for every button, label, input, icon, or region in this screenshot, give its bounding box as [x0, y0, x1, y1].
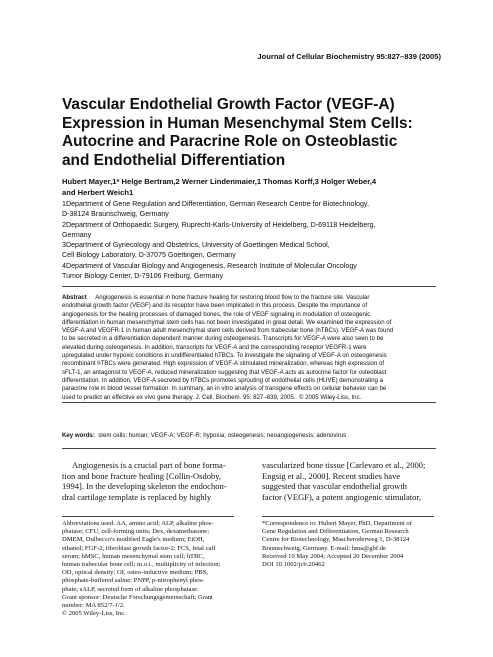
- abstract-label: Abstract: [62, 294, 87, 301]
- footnote-line: phatase; CFU, cell-forming units; Dex, dexamethasone;: [62, 528, 210, 536]
- footnote-rule-left: [62, 516, 234, 517]
- body-line: tion and bone fracture healing [Collin-Osdoby,: [62, 470, 222, 481]
- abstract-line: elevated during osteogenesis. In addition, transcripts for VEGF-A and the corresponding receptor VEGFR-1 were: [62, 343, 367, 351]
- affiliation-line: 3Department of Gynecology and Obstetrics, University of Goettingen Medical School,: [62, 241, 330, 250]
- footnote-line: Gene Regulation and Differentiation, German Research: [262, 528, 409, 536]
- abstract-line: angiogenesis for the healing processes of damaged bones, the role of VEGF signaling in modulation of osteogenic: [62, 310, 371, 318]
- affiliation-line: Tumor Biology Center, D-79106 Freiburg, Germany: [62, 272, 223, 281]
- abstract-text: Angiogenesis is essential in bone fracture healing for restoring blood flow to the fracture site. Vascular: [95, 294, 370, 301]
- affiliation-line: D-38124 Braunschweig, Germany: [62, 210, 169, 219]
- keywords-label: Key words:: [62, 432, 95, 439]
- footnote-line: *Correspondence to: Hubert Mayer, PhD, Department of: [262, 520, 412, 527]
- author-list: [62, 177, 442, 198]
- abstract-line: paracrine role in blood vessel formation. In summary, an in vitro analysis of transgene effects on cellular behavior can be: [62, 385, 387, 393]
- footnote-line: Abbreviations used: AA, amino acid; ALP, alkaline phos-: [62, 520, 214, 527]
- footnote-line: DOI 10.1002/jcb.20462: [262, 561, 325, 569]
- footnote-line: DMEM, Dulbecco's modified Eagle's medium; EtOH,: [62, 536, 205, 544]
- footnote-copyright: © 2005 Wiley-Liss, Inc.: [62, 610, 126, 618]
- abstract-last-line: [62, 394, 436, 402]
- abstract-line: sFLT-1, an antagonist to VEGF-A, reduced mineralization suggesting that VEGF-A acts as autocrine factor for osteoblast: [62, 368, 387, 376]
- body-line: Angiogenesis is a crucial part of bone forma-: [72, 460, 226, 470]
- footnotes-right: [262, 520, 412, 569]
- title-line: Vascular Endothelial Growth Factor (VEGF-A): [62, 96, 395, 113]
- body-line: suggested that vascular endothelial growth: [262, 481, 407, 492]
- author-line: and Herbert Weich1: [62, 187, 134, 197]
- body-left-column: [62, 460, 227, 502]
- title-line: Autocrine and Paracrine Role on Osteoblastic: [62, 133, 398, 150]
- keywords: [62, 432, 436, 440]
- abstract-line: recombinant hTBCs were generated. High expression of VEGF-A stimulated mineralization, whereas high expression of: [62, 360, 385, 368]
- article-title: [62, 96, 442, 170]
- footnote-line: Braunschweig, Germany. E-mail: hma@gbf.de: [262, 544, 386, 552]
- footnote-line: Grant sponsor: Deutsche Forschungsgemeinschaft; Grant: [62, 593, 213, 601]
- body-line: vascularized bone tissue [Carlevaro et al., 2000;: [262, 460, 426, 470]
- abstract-line: endothelial growth factor (VEGF) and its receptor have been implicated in this process. Despite the importance of: [62, 302, 368, 310]
- footnote-rule-right: [262, 516, 434, 517]
- affiliation-line: 1Department of Gene Regulation and Differentiation, German Research Centre for Biotechnology,: [62, 200, 369, 208]
- abstract-top-rule: [62, 286, 436, 287]
- abstract-line: differentiation. In addition, VEGF-A secreted by hTBCs promotes sprouting of endothelial cells (HUVE) demonstrating a: [62, 376, 383, 384]
- abstract-line: VEGF-A and VEGFR-1 in human adult mesenchymal stem cells derived from trabecular bone (hTBCs). VEGF-A was found: [62, 327, 394, 335]
- abstract-text: used to predict an effective ex vivo gene therapy. J. Cell. Biochem. 95: 827–839, 2005.: [62, 393, 296, 401]
- abstract-line: to be secreted in a differentiation dependent manner during osteogenesis. Transcripts for VEGF-A were also seen to be: [62, 335, 384, 343]
- keywords-rule: [62, 448, 436, 449]
- abstract-line: differentiation in human mesenchymal stem cells has not been investigated in great detail. We examined the expression of: [62, 318, 392, 326]
- author-line: Hubert Mayer,1* Helge Bertram,2 Werner Lindenmaier,1 Thomas Korff,3 Holger Weber,4: [62, 177, 377, 186]
- body-right-column: [262, 460, 425, 502]
- footnote-line: Centre for Biotechnology, Mascheroderweg 1, D-38124: [262, 536, 410, 544]
- footnote-line: number: MA 852/7-1/2.: [62, 602, 125, 610]
- footnote-line: ethanol; FGF-2, fibroblast growth factor-2; FCS, fetal calf: [62, 544, 216, 552]
- body-line: 1994]. In the developing skeleton the endochon-: [62, 481, 227, 492]
- body-line: dral cartilage template is replaced by highly: [62, 491, 212, 502]
- abstract-bottom-rule: [62, 402, 436, 403]
- abstract-first-line: [62, 294, 436, 302]
- footnote-line: phosphate-buffered saline; PNPP, p-nitrophenyl phos-: [62, 577, 205, 585]
- abstract-copyright: © 2005 Wiley-Liss, Inc.: [298, 393, 362, 401]
- footnote-line: Received 10 May 2004; Accepted 20 December 2004: [262, 552, 404, 560]
- affiliation-line: Cell Biology Laboratory, D-37075 Goettingen, Germany: [62, 251, 236, 260]
- affiliation-line: 2Department of Orthopaedic Surgery, Ruprecht-Karls-University of Heidelberg, D-69118 Heidelberg,: [62, 220, 376, 229]
- title-line: Expression in Human Mesenchymal Stem Cells:: [62, 114, 413, 132]
- affiliation-line: Germany: [62, 230, 92, 239]
- footnote-line: phate; sALP, secreted form of alkaline phosphatase.: [62, 585, 199, 593]
- affiliation-list: [62, 199, 442, 281]
- journal-header: Journal of Cellular Biochemistry 95:827–839 (2005): [257, 52, 441, 61]
- footnote-line: OD, optical density; OI, osteo-inductive medium; PBS,: [62, 569, 208, 577]
- affiliation-line: 4Department of Vascular Biology and Angiogenesis, Research Institute of Molecular Oncology: [62, 261, 357, 270]
- title-line: and Endothelial Differentiation: [62, 151, 286, 169]
- abstract-line: upregulated under hypoxic conditions in undifferentiated hTBCs. To investigate the signaling of VEGF-A on osteogenesis: [62, 352, 387, 360]
- footnote-line: human trabecular bone cell; m.o.i., multiplicity of infection;: [62, 561, 221, 569]
- body-line: Engsig et al., 2000]. Recent studies have: [262, 470, 401, 481]
- footnotes-left: [62, 520, 220, 618]
- keywords-text: stem cells; human; VEGF-A; VEGF-R; hypoxia; osteogenesis; neoangiogenesis; adenovirus: [98, 432, 347, 439]
- body-line: factor (VEGF), a potent angiogenic stimulator,: [262, 491, 421, 502]
- footnote-line: serum; hMSC, human mesenchymal stem cell; hTBC,: [62, 552, 205, 560]
- abstract: [62, 294, 436, 402]
